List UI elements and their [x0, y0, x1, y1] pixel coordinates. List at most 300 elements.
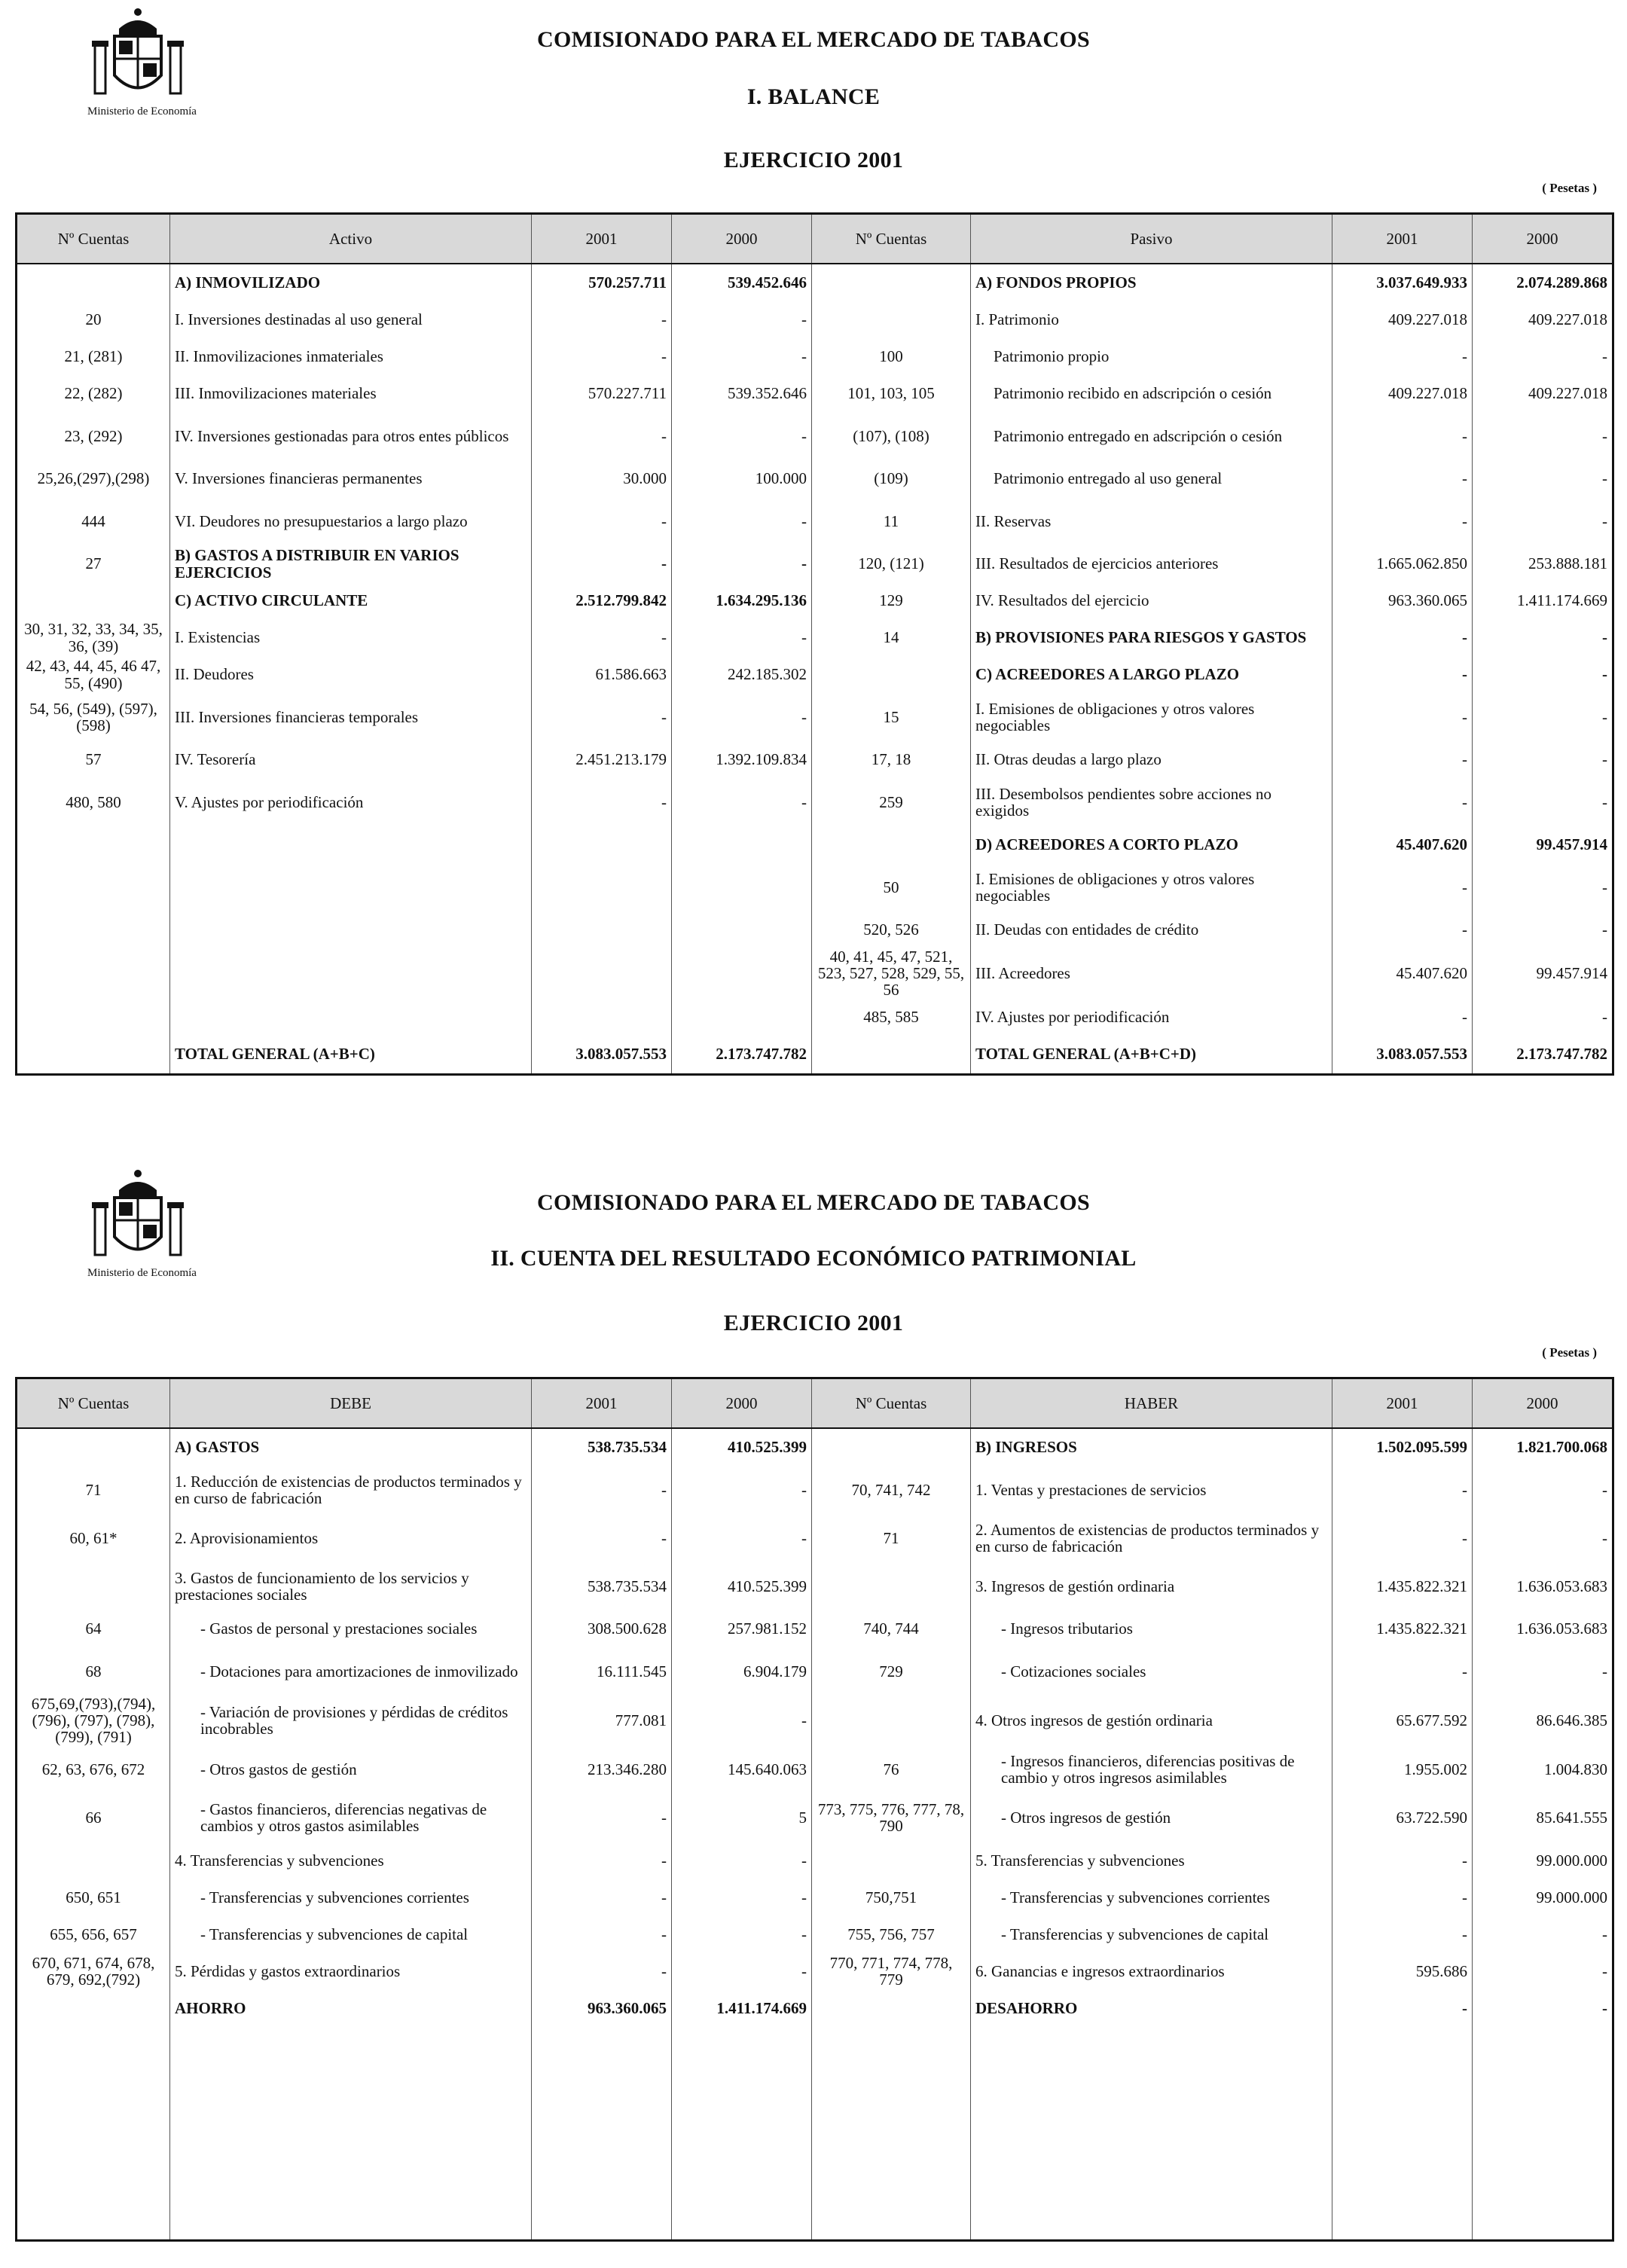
- balance-table: [15, 212, 1614, 1076]
- value-2000: 6.904.179: [672, 1647, 812, 1696]
- concept-label: 4. Otros ingresos de gestión ordinaria: [971, 1696, 1332, 1745]
- column-header: 2001: [532, 214, 672, 264]
- account-code: 64: [17, 1610, 170, 1647]
- account-code: [812, 1842, 971, 1879]
- value-2001: -: [1332, 1915, 1473, 1952]
- empty-cell: [532, 2026, 672, 2240]
- value-2001: 409.227.018: [1332, 375, 1473, 412]
- account-code: 70, 741, 742: [812, 1466, 971, 1514]
- table-row: [17, 1952, 1613, 1989]
- table-row: [17, 412, 1613, 460]
- account-code: 71: [17, 1466, 170, 1514]
- value-2001: [532, 826, 672, 863]
- account-code: [17, 998, 170, 1035]
- concept-label: C) ACREEDORES A LARGO PLAZO: [971, 656, 1332, 693]
- account-code: [812, 1428, 971, 1466]
- concept-label: I. Emisiones de obligaciones y otros valores negociables: [971, 693, 1332, 741]
- concept-label: B) PROVISIONES PARA RIESGOS Y GASTOS: [971, 619, 1332, 656]
- value-2001: 1.665.062.850: [1332, 545, 1473, 582]
- account-code: 68: [17, 1647, 170, 1696]
- account-code: [17, 582, 170, 619]
- value-2000: 100.000: [672, 460, 812, 497]
- table-row: [17, 1466, 1613, 1514]
- concept-label: B) GASTOS A DISTRIBUIR EN VARIOS EJERCICIOS: [170, 545, 532, 582]
- value-2000: -: [1473, 998, 1613, 1035]
- concept-label: 4. Transferencias y subvenciones: [170, 1842, 532, 1879]
- table-row: [17, 1514, 1613, 1562]
- value-2001: 45.407.620: [1332, 826, 1473, 863]
- empty-cell: [672, 2026, 812, 2240]
- currency-unit: ( Pesetas ): [1542, 181, 1597, 195]
- value-2001: 538.735.534: [532, 1562, 672, 1610]
- table-row: [17, 1035, 1613, 1072]
- concept-label: [170, 826, 532, 863]
- value-2000: [672, 911, 812, 948]
- account-code: 755, 756, 757: [812, 1915, 971, 1952]
- concept-label: AHORRO: [170, 1989, 532, 2026]
- column-header: DEBE: [170, 1378, 532, 1429]
- value-2001: 213.346.280: [532, 1745, 672, 1793]
- table-row: [17, 1428, 1613, 1466]
- value-2000: -: [672, 778, 812, 826]
- organization-title: COMISIONADO PARA EL MERCADO DE TABACOS: [537, 1190, 1090, 1215]
- value-2000: 1.004.830: [1473, 1745, 1613, 1793]
- concept-label: - Otros gastos de gestión: [170, 1745, 532, 1793]
- value-2001: 963.360.065: [532, 1989, 672, 2026]
- value-2001: 3.083.057.553: [532, 1035, 672, 1072]
- table-row: [17, 338, 1613, 375]
- concept-label: 1. Reducción de existencias de productos terminados y en curso de fabricación: [170, 1466, 532, 1514]
- value-2001: [532, 863, 672, 911]
- table-row: [17, 1915, 1613, 1952]
- concept-label: I. Existencias: [170, 619, 532, 656]
- concept-label: IV. Resultados del ejercicio: [971, 582, 1332, 619]
- account-code: 62, 63, 676, 672: [17, 1745, 170, 1793]
- account-code: [17, 1989, 170, 2026]
- value-2000: -: [1473, 497, 1613, 545]
- value-2000: -: [672, 1842, 812, 1879]
- account-code: 729: [812, 1647, 971, 1696]
- value-2000: 86.646.385: [1473, 1696, 1613, 1745]
- value-2000: -: [1473, 412, 1613, 460]
- concept-label: - Cotizaciones sociales: [971, 1647, 1332, 1696]
- value-2001: 777.081: [532, 1696, 672, 1745]
- empty-cell: [17, 1072, 170, 1074]
- value-2000: -: [1473, 1514, 1613, 1562]
- concept-label: [170, 998, 532, 1035]
- table-row: [17, 1989, 1613, 2026]
- account-code: [812, 656, 971, 693]
- value-2000: -: [672, 1466, 812, 1514]
- table-row: [17, 948, 1613, 998]
- value-2000: -: [672, 412, 812, 460]
- value-2001: 409.227.018: [1332, 301, 1473, 338]
- resultado-table: [15, 1377, 1614, 2242]
- value-2000: [672, 826, 812, 863]
- account-code: 100: [812, 338, 971, 375]
- concept-label: II. Deudas con entidades de crédito: [971, 911, 1332, 948]
- value-2001: 16.111.545: [532, 1647, 672, 1696]
- concept-label: V. Inversiones financieras permanentes: [170, 460, 532, 497]
- account-code: 11: [812, 497, 971, 545]
- column-header: Pasivo: [971, 214, 1332, 264]
- value-2001: 63.722.590: [1332, 1793, 1473, 1842]
- table-row: [17, 1610, 1613, 1647]
- value-2000: -: [672, 545, 812, 582]
- table-row: [17, 741, 1613, 778]
- value-2001: -: [532, 1466, 672, 1514]
- value-2001: -: [532, 545, 672, 582]
- concept-label: III. Acreedores: [971, 948, 1332, 998]
- account-code: [812, 826, 971, 863]
- account-code: [812, 1989, 971, 2026]
- concept-label: DESAHORRO: [971, 1989, 1332, 2026]
- value-2001: -: [532, 1514, 672, 1562]
- account-code: 27: [17, 545, 170, 582]
- value-2001: -: [1332, 656, 1473, 693]
- empty-cell: [170, 1072, 532, 1074]
- value-2001: -: [532, 693, 672, 741]
- column-header: 2000: [672, 214, 812, 264]
- value-2000: 409.227.018: [1473, 375, 1613, 412]
- value-2000: -: [1473, 911, 1613, 948]
- value-2000: 1.392.109.834: [672, 741, 812, 778]
- column-header: 2001: [532, 1378, 672, 1429]
- value-2000: 85.641.555: [1473, 1793, 1613, 1842]
- concept-label: III. Desembolsos pendientes sobre acciones no exigidos: [971, 778, 1332, 826]
- concept-label: III. Inversiones financieras temporales: [170, 693, 532, 741]
- empty-cell: [1473, 2026, 1613, 2240]
- value-2000: 410.525.399: [672, 1562, 812, 1610]
- account-code: 675,69,(793),(794), (796), (797), (798), (799), (791): [17, 1696, 170, 1745]
- column-header: 2000: [1473, 214, 1613, 264]
- account-code: 773, 775, 776, 777, 78, 790: [812, 1793, 971, 1842]
- value-2001: 2.512.799.842: [532, 582, 672, 619]
- column-header: Nº Cuentas: [812, 214, 971, 264]
- value-2000: 253.888.181: [1473, 545, 1613, 582]
- account-code: 655, 656, 657: [17, 1915, 170, 1952]
- account-code: [17, 826, 170, 863]
- account-code: 23, (292): [17, 412, 170, 460]
- value-2000: -: [672, 1879, 812, 1915]
- value-2001: -: [1332, 998, 1473, 1035]
- concept-label: 6. Ganancias e ingresos extraordinarios: [971, 1952, 1332, 1989]
- value-2000: 409.227.018: [1473, 301, 1613, 338]
- value-2001: 570.257.711: [532, 264, 672, 301]
- ministry-label: Ministerio de Economía: [87, 1267, 197, 1279]
- concept-label: C) ACTIVO CIRCULANTE: [170, 582, 532, 619]
- table-row: [17, 863, 1613, 911]
- value-2000: 1.636.053.683: [1473, 1562, 1613, 1610]
- value-2001: -: [1332, 412, 1473, 460]
- concept-label: VI. Deudores no presupuestarios a largo plazo: [170, 497, 532, 545]
- column-header: Nº Cuentas: [17, 1378, 170, 1429]
- empty-cell: [17, 2026, 170, 2240]
- concept-label: A) INMOVILIZADO: [170, 264, 532, 301]
- value-2001: 61.586.663: [532, 656, 672, 693]
- account-code: 20: [17, 301, 170, 338]
- concept-label: IV. Inversiones gestionadas para otros entes públicos: [170, 412, 532, 460]
- fiscal-year: EJERCICIO 2001: [723, 1311, 904, 1335]
- value-2000: 2.173.747.782: [672, 1035, 812, 1072]
- concept-label: [170, 863, 532, 911]
- table-row: [17, 582, 1613, 619]
- account-code: [812, 1035, 971, 1072]
- concept-label: II. Otras deudas a largo plazo: [971, 741, 1332, 778]
- concept-label: 2. Aumentos de existencias de productos terminados y en curso de fabricación: [971, 1514, 1332, 1562]
- value-2001: -: [1332, 460, 1473, 497]
- value-2001: 1.435.822.321: [1332, 1610, 1473, 1647]
- account-code: [17, 948, 170, 998]
- concept-label: - Transferencias y subvenciones corrientes: [971, 1879, 1332, 1915]
- account-code: (109): [812, 460, 971, 497]
- account-code: [812, 1562, 971, 1610]
- account-code: [812, 301, 971, 338]
- value-2001: -: [532, 338, 672, 375]
- value-2000: -: [1473, 460, 1613, 497]
- account-code: 120, (121): [812, 545, 971, 582]
- value-2000: 242.185.302: [672, 656, 812, 693]
- table-row: [17, 1879, 1613, 1915]
- value-2000: 539.452.646: [672, 264, 812, 301]
- value-2000: -: [672, 693, 812, 741]
- value-2001: -: [532, 497, 672, 545]
- value-2001: 570.227.711: [532, 375, 672, 412]
- empty-cell: [1473, 1072, 1613, 1074]
- column-header: Nº Cuentas: [17, 214, 170, 264]
- concept-label: TOTAL GENERAL (A+B+C): [170, 1035, 532, 1072]
- table-filler-row: [17, 2026, 1613, 2240]
- value-2001: -: [1332, 741, 1473, 778]
- value-2001: [532, 948, 672, 998]
- account-code: 444: [17, 497, 170, 545]
- value-2001: -: [532, 1952, 672, 1989]
- empty-cell: [170, 2026, 532, 2240]
- value-2000: -: [1473, 741, 1613, 778]
- value-2001: -: [1332, 619, 1473, 656]
- value-2001: -: [1332, 1647, 1473, 1696]
- value-2001: -: [532, 301, 672, 338]
- value-2000: -: [672, 1696, 812, 1745]
- concept-label: 3. Ingresos de gestión ordinaria: [971, 1562, 1332, 1610]
- value-2000: -: [1473, 1915, 1613, 1952]
- value-2000: [672, 948, 812, 998]
- concept-label: A) GASTOS: [170, 1428, 532, 1466]
- account-code: 17, 18: [812, 741, 971, 778]
- resultado-section: [0, 1152, 1627, 2268]
- concept-label: I. Inversiones destinadas al uso general: [170, 301, 532, 338]
- table-row: [17, 826, 1613, 863]
- account-code: 14: [812, 619, 971, 656]
- value-2000: 99.457.914: [1473, 826, 1613, 863]
- value-2000: -: [672, 497, 812, 545]
- currency-unit: ( Pesetas ): [1542, 1345, 1597, 1360]
- account-code: 54, 56, (549), (597), (598): [17, 693, 170, 741]
- account-code: 650, 651: [17, 1879, 170, 1915]
- account-code: 71: [812, 1514, 971, 1562]
- organization-title: COMISIONADO PARA EL MERCADO DE TABACOS: [537, 27, 1090, 52]
- account-code: 50: [812, 863, 971, 911]
- value-2000: 1.411.174.669: [672, 1989, 812, 2026]
- table-row: [17, 778, 1613, 826]
- table-row: [17, 693, 1613, 741]
- account-code: [17, 264, 170, 301]
- value-2000: 257.981.152: [672, 1610, 812, 1647]
- concept-label: Patrimonio recibido en adscripción o cesión: [971, 375, 1332, 412]
- account-code: 740, 744: [812, 1610, 971, 1647]
- value-2000: -: [1473, 1647, 1613, 1696]
- concept-label: - Gastos de personal y prestaciones sociales: [170, 1610, 532, 1647]
- empty-cell: [532, 1072, 672, 1074]
- table-row: [17, 619, 1613, 656]
- value-2001: -: [532, 1915, 672, 1952]
- account-code: 770, 771, 774, 778, 779: [812, 1952, 971, 1989]
- value-2000: -: [1473, 1466, 1613, 1514]
- account-code: [17, 1562, 170, 1610]
- account-code: 670, 671, 674, 678, 679, 692,(792): [17, 1952, 170, 1989]
- column-header: 2001: [1332, 1378, 1473, 1429]
- value-2000: -: [1473, 693, 1613, 741]
- account-code: 30, 31, 32, 33, 34, 35, 36, (39): [17, 619, 170, 656]
- concept-label: [170, 911, 532, 948]
- table-row: [17, 497, 1613, 545]
- concept-label: Patrimonio entregado al uso general: [971, 460, 1332, 497]
- concept-label: - Otros ingresos de gestión: [971, 1793, 1332, 1842]
- value-2001: [532, 998, 672, 1035]
- empty-cell: [672, 1072, 812, 1074]
- account-code: 15: [812, 693, 971, 741]
- account-code: 485, 585: [812, 998, 971, 1035]
- table-row: [17, 1562, 1613, 1610]
- account-code: 101, 103, 105: [812, 375, 971, 412]
- value-2000: 99.000.000: [1473, 1879, 1613, 1915]
- account-code: [17, 1035, 170, 1072]
- account-code: 60, 61*: [17, 1514, 170, 1562]
- value-2001: -: [1332, 778, 1473, 826]
- table-row: [17, 301, 1613, 338]
- report-title: I. BALANCE: [746, 84, 881, 109]
- account-code: 520, 526: [812, 911, 971, 948]
- value-2000: -: [1473, 656, 1613, 693]
- value-2001: -: [1332, 1842, 1473, 1879]
- account-code: 21, (281): [17, 338, 170, 375]
- concept-label: V. Ajustes por periodificación: [170, 778, 532, 826]
- value-2001: 65.677.592: [1332, 1696, 1473, 1745]
- value-2000: -: [672, 338, 812, 375]
- concept-label: 5. Pérdidas y gastos extraordinarios: [170, 1952, 532, 1989]
- ministry-label: Ministerio de Economía: [87, 105, 197, 118]
- concept-label: Patrimonio propio: [971, 338, 1332, 375]
- account-code: (107), (108): [812, 412, 971, 460]
- concept-label: [170, 948, 532, 998]
- account-code: [812, 264, 971, 301]
- concept-label: I. Patrimonio: [971, 301, 1332, 338]
- value-2001: -: [532, 1842, 672, 1879]
- account-code: [17, 1428, 170, 1466]
- value-2000: 2.173.747.782: [1473, 1035, 1613, 1072]
- value-2000: -: [1473, 778, 1613, 826]
- value-2001: 308.500.628: [532, 1610, 672, 1647]
- account-code: 76: [812, 1745, 971, 1793]
- value-2000: 5: [672, 1793, 812, 1842]
- value-2001: -: [1332, 1514, 1473, 1562]
- concept-label: - Transferencias y subvenciones corrientes: [170, 1879, 532, 1915]
- concept-label: II. Reservas: [971, 497, 1332, 545]
- report-title: II. CUENTA DEL RESULTADO ECONÓMICO PATRIMONIAL: [490, 1246, 1137, 1271]
- empty-cell: [812, 2026, 971, 2240]
- balance-section: [0, 0, 1627, 1092]
- value-2001: 595.686: [1332, 1952, 1473, 1989]
- concept-label: 3. Gastos de funcionamiento de los servicios y prestaciones sociales: [170, 1562, 532, 1610]
- column-header: Activo: [170, 214, 532, 264]
- value-2000: 1.821.700.068: [1473, 1428, 1613, 1466]
- concept-label: IV. Tesorería: [170, 741, 532, 778]
- account-code: 480, 580: [17, 778, 170, 826]
- value-2001: 3.083.057.553: [1332, 1035, 1473, 1072]
- empty-cell: [1332, 1072, 1473, 1074]
- account-code: 750,751: [812, 1879, 971, 1915]
- table-row: [17, 460, 1613, 497]
- account-code: [17, 1842, 170, 1879]
- empty-cell: [1332, 2026, 1473, 2240]
- table-row: [17, 911, 1613, 948]
- column-header: 2001: [1332, 214, 1473, 264]
- account-code: 42, 43, 44, 45, 46 47, 55, (490): [17, 656, 170, 693]
- value-2000: 145.640.063: [672, 1745, 812, 1793]
- table-row: [17, 656, 1613, 693]
- value-2000: 2.074.289.868: [1473, 264, 1613, 301]
- value-2000: [672, 998, 812, 1035]
- value-2000: -: [672, 1952, 812, 1989]
- fiscal-year: EJERCICIO 2001: [723, 148, 904, 172]
- account-code: 40, 41, 45, 47, 521, 523, 527, 528, 529, 55, 56: [812, 948, 971, 998]
- value-2000: -: [672, 619, 812, 656]
- value-2000: 539.352.646: [672, 375, 812, 412]
- empty-cell: [812, 1072, 971, 1074]
- concept-label: III. Resultados de ejercicios anteriores: [971, 545, 1332, 582]
- column-header: 2000: [672, 1378, 812, 1429]
- concept-label: A) FONDOS PROPIOS: [971, 264, 1332, 301]
- value-2000: -: [1473, 1989, 1613, 2026]
- value-2000: -: [1473, 1952, 1613, 1989]
- value-2000: 1.634.295.136: [672, 582, 812, 619]
- value-2001: -: [1332, 1466, 1473, 1514]
- account-code: 129: [812, 582, 971, 619]
- concept-label: I. Emisiones de obligaciones y otros valores negociables: [971, 863, 1332, 911]
- table-row: [17, 375, 1613, 412]
- concept-label: - Transferencias y subvenciones de capital: [971, 1915, 1332, 1952]
- value-2001: -: [1332, 1989, 1473, 2026]
- value-2000: 99.457.914: [1473, 948, 1613, 998]
- value-2001: -: [532, 1879, 672, 1915]
- value-2001: -: [1332, 911, 1473, 948]
- value-2001: 30.000: [532, 460, 672, 497]
- concept-label: - Variación de provisiones y pérdidas de créditos incobrables: [170, 1696, 532, 1745]
- concept-label: Patrimonio entregado en adscripción o cesión: [971, 412, 1332, 460]
- table-row: [17, 545, 1613, 582]
- value-2000: -: [1473, 338, 1613, 375]
- value-2000: 99.000.000: [1473, 1842, 1613, 1879]
- value-2001: -: [1332, 338, 1473, 375]
- empty-cell: [971, 2026, 1332, 2240]
- value-2000: 410.525.399: [672, 1428, 812, 1466]
- account-code: 66: [17, 1793, 170, 1842]
- table-row: [17, 264, 1613, 301]
- concept-label: B) INGRESOS: [971, 1428, 1332, 1466]
- account-code: 259: [812, 778, 971, 826]
- value-2001: 2.451.213.179: [532, 741, 672, 778]
- table-filler-row: [17, 1072, 1613, 1074]
